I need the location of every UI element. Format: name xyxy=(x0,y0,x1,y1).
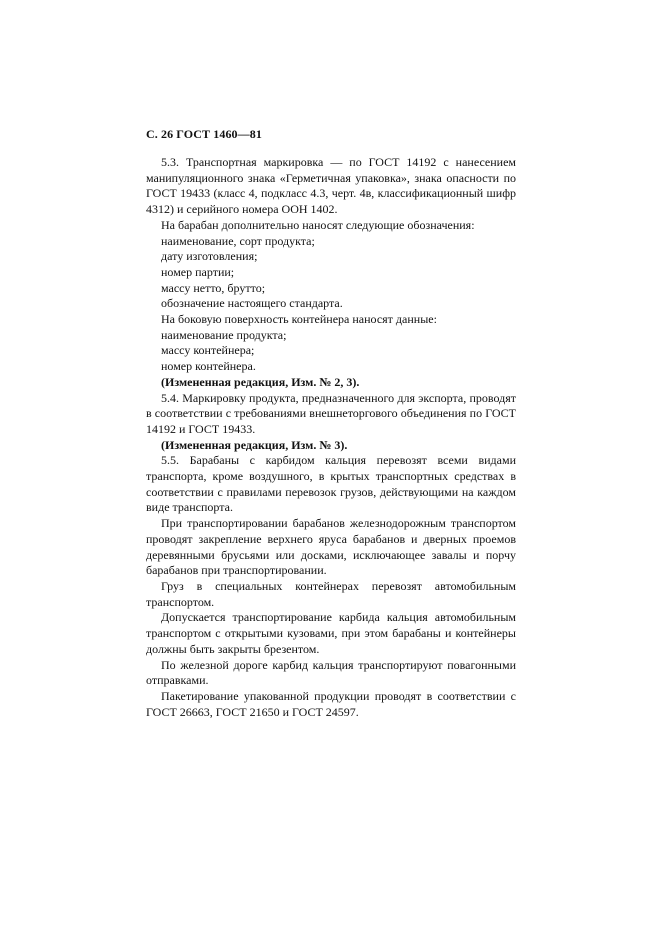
amendment-note-5-4: (Измененная редакция, Изм. № 3). xyxy=(161,437,348,452)
paragraph-5-5: 5.5. Барабаны с карбидом кальция перевозят всеми видами транспорта, кроме воздушного, в крытых транспортных средствах в соответствии с правилами перевозок грузов, действующими на каждом виде транспорта. xyxy=(146,453,516,515)
drum-marking-item: номер партии; xyxy=(161,264,235,279)
drum-marking-item: массу нетто, брутто; xyxy=(161,280,266,295)
container-marking-item: наименование продукта; xyxy=(161,327,287,342)
container-marking-item: номер контейнера. xyxy=(161,359,256,374)
container-marking-item: массу контейнера; xyxy=(161,343,255,358)
paragraph-5-3: 5.3. Транспортная маркировка — по ГОСТ 14192 с нанесением манипуляционного знака «Герметичная упаковка», знака опасности по ГОСТ 19433 (класс 4, подкласс 4.3, черт. 4в, классификационный шифр 4312) и серийного номера ООН 1402. xyxy=(146,155,516,217)
paragraph-wagon-shipments: По железной дороге карбид кальция транспортируют повагонными отправками. xyxy=(146,657,516,688)
paragraph-open-truck-transport: Допускается транспортирование карбида кальция автомобильным транспортом с открытыми кузовами, при этом барабаны и контейнеры должны быть закрыты брезентом. xyxy=(146,610,516,656)
drum-marking-item: наименование, сорт продукта; xyxy=(161,233,315,248)
drum-marking-item: дату изготовления; xyxy=(161,249,258,264)
paragraph-rail-transport: При транспортировании барабанов железнодорожным транспортом проводят закрепление верхнего яруса барабанов и дверных проемов деревянными брусьями или досками, исключающее завалы и порчу барабанов при транспортировании. xyxy=(146,516,516,578)
drum-marking-item: обозначение настоящего стандарта. xyxy=(161,296,343,311)
container-markings-intro: На боковую поверхность контейнера наносят данные: xyxy=(161,312,437,327)
drum-markings-intro: На барабан дополнительно наносят следующие обозначения: xyxy=(161,217,475,232)
paragraph-packaging-standards: Пакетирование упакованной продукции проводят в соответствии с ГОСТ 26663, ГОСТ 21650 и ГОСТ 24597. xyxy=(146,688,516,719)
paragraph-5-4: 5.4. Маркировку продукта, предназначенного для экспорта, проводят в соответствии с требованиями внешнеторгового объединения по ГОСТ 14192 и ГОСТ 19433. xyxy=(146,390,516,436)
amendment-note-5-3: (Измененная редакция, Изм. № 2, 3). xyxy=(161,374,360,389)
paragraph-container-transport: Груз в специальных контейнерах перевозят автомобильным транспортом. xyxy=(146,578,516,609)
document-body xyxy=(146,155,516,720)
page-header: С. 26 ГОСТ 1460—81 xyxy=(146,127,262,141)
